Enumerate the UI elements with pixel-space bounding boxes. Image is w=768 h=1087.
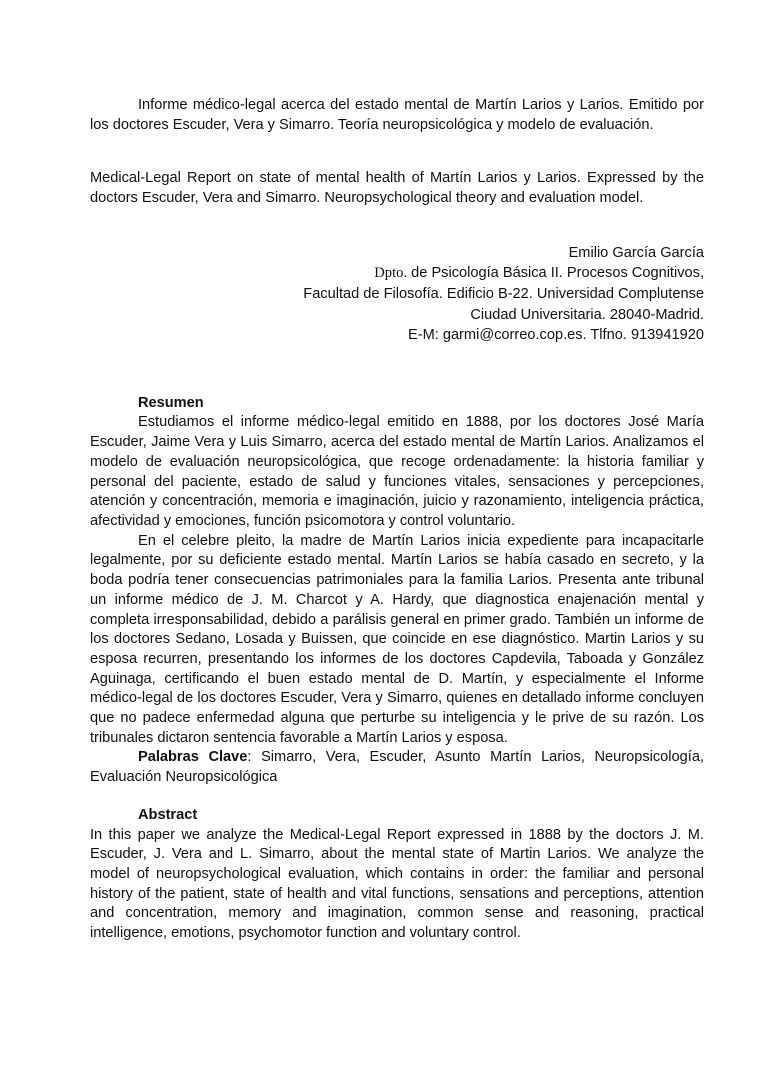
resumen-heading: Resumen [138, 394, 204, 411]
author-department [90, 263, 704, 284]
author-block [90, 243, 704, 346]
author-city: Ciudad Universitaria. 28040-Madrid. [470, 306, 704, 323]
keywords-list: : Simarro, Vera, Escuder, Asunto Martín Larios, Neuropsicología, Evaluación Neuropsicológica [90, 749, 704, 786]
resumen-section [90, 394, 704, 788]
resumen-paragraph-1: Estudiamos el informe médico-legal emitido en 1888, por los doctores José María Escuder, Jaime Vera y Luis Simarro, acerca del estado mental de Martín Larios. Analizamos el modelo de evaluación neuropsicológica, que recoge ordenadamente: la historia familiar y personal del paciente, estado de salud y funciones vitales, sensaciones y percepciones, atención y concentración, memoria e imaginación, juicio y razonamiento, inteligencia práctica, afectividad y emociones, función psicomotora y control voluntario. [90, 414, 704, 529]
abstract-paragraph: In this paper we analyze the Medical-Legal Report expressed in 1888 by the doctors J. M. Escuder, J. Vera and L. Simarro, about the mental state of Martin Larios. We analyze the model of neuropsychological evaluation, which contains in order: the familiar and personal history of the patient, state of health and vital functions, sensations and perceptions, attention and concentration, memory and imagination, common sense and reasoning, practical intelligence, emotions, psychomotor function and voluntary control. [90, 826, 704, 942]
abstract-section [90, 806, 704, 944]
paper-page [90, 96, 704, 944]
author-name: Emilio García García [568, 244, 704, 261]
resumen-paragraph-2: En el celebre pleito, la madre de Martín Larios inicia expediente para incapacitarle legalmente, por su deficiente estado mental. Martín Larios se había casado en secreto, y la boda podría tener consecuencias patrimoniales para la familia Larios. Presenta ante tribunal un informe médico de J. M. Charcot y A. Hardy, que diagnostica enajenación mental y completa irresponsabilidad, debido a parálisis general en primer grado. También un informe de los doctores Sedano, Losada y Buissen, que coincide en ese diagnóstico. Martin Larios y su esposa recurren, presentando los informes de los doctores Capdevila, Taboada y González Aguinaga, certificando el buen estado mental de D. Martín, y especialmente el Informe médico-legal de los doctores Escuder, Vera y Simarro, quienes en detallado informe concluyen que no padece enfermedad alguna que perturbe su inteligencia y le prive de su razón. Los tribunales dictaron sentencia favorable a Martín Larios y esposa. [90, 532, 704, 746]
department-name: de Psicología Básica II. Procesos Cognitivos, [407, 265, 704, 282]
department-abbreviation: Dpto. [374, 265, 408, 282]
author-contact: E-M: garmi@correo.cop.es. Tlfno. 913941920 [407, 327, 704, 344]
keywords-line [90, 748, 704, 787]
author-faculty: Facultad de Filosofía. Edificio B-22. Universidad Complutense [303, 286, 704, 302]
title-english: Medical-Legal Report on state of mental health of Martín Larios y Larios. Expressed by the doctors Escuder, Vera and Simarro. Neuropsychological theory and evaluation model. [90, 170, 704, 207]
abstract-heading: Abstract [138, 806, 198, 823]
keywords-label: Palabras Clave [138, 749, 248, 766]
title-spanish: Informe médico-legal acerca del estado mental de Martín Larios y Larios. Emitido por los doctores Escuder, Vera y Simarro. Teoría neuropsicológica y modelo de evaluación. [90, 97, 704, 133]
